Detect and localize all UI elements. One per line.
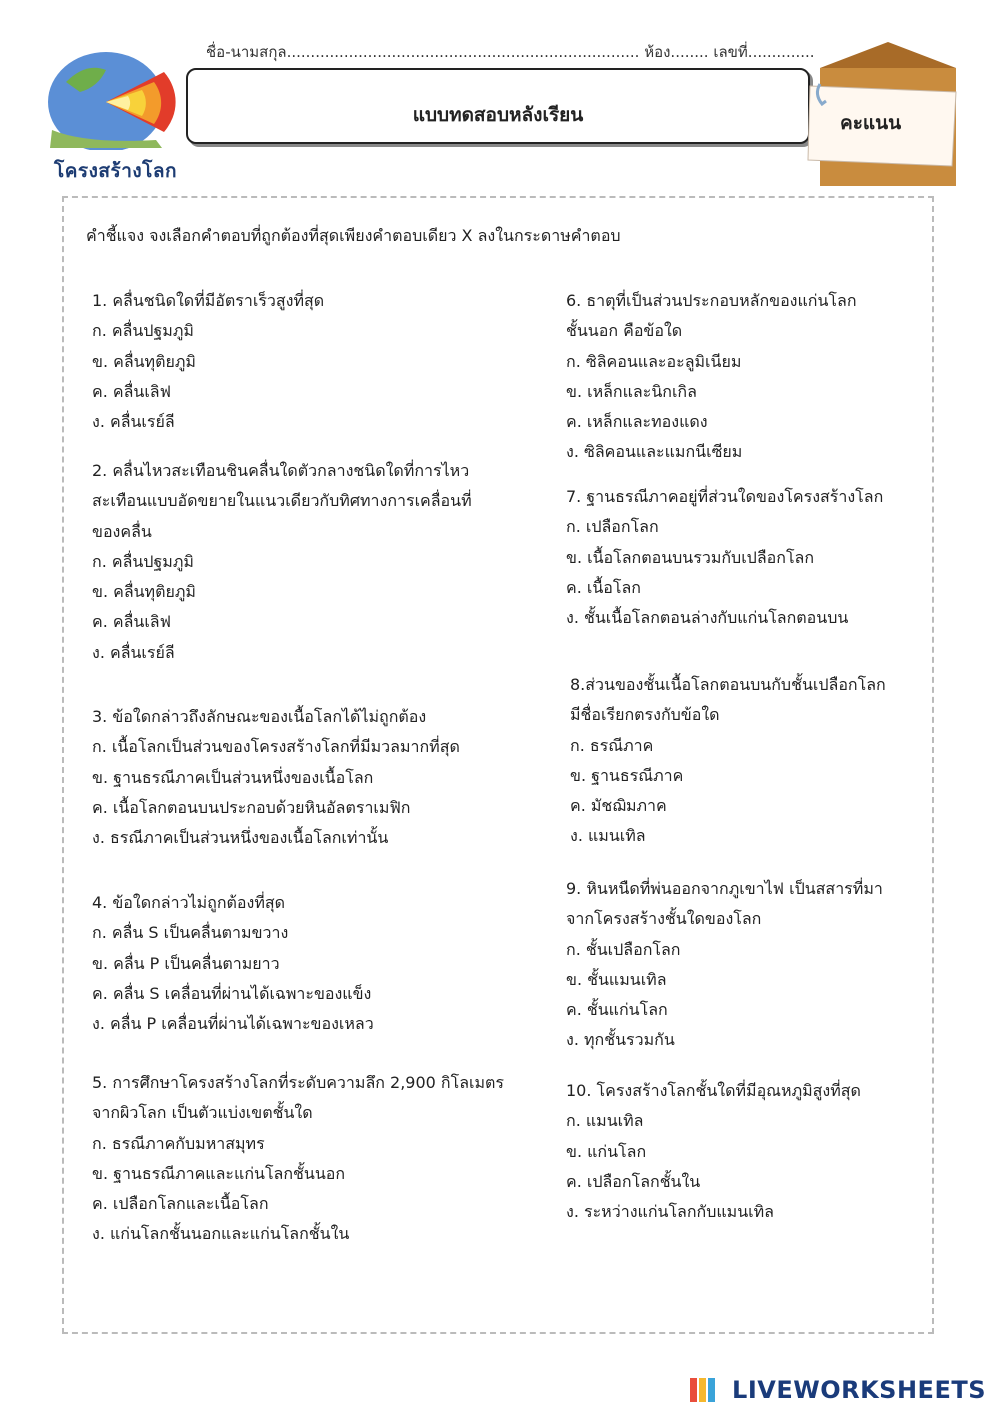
question-text: 9. หินหนืดที่พ่นออกจากภูเขาไฟ เป็นสสารที่มา — [566, 879, 883, 898]
option-c[interactable]: ค. เหล็กและทองแดง — [566, 412, 708, 432]
option-d[interactable]: ง. แก่นโลกชั้นนอกและแก่นโลกชั้นใน — [92, 1224, 350, 1244]
question-text: 10. โครงสร้างโลกชั้นใดที่มีอุณหภูมิสูงที่สุด — [566, 1081, 861, 1100]
question-text: 5. การศึกษาโครงสร้างโลกที่ระดับความลึก 2,900 กิโลเมตร — [92, 1073, 504, 1092]
option-b[interactable]: ข. คลื่น P เป็นคลื่นตามยาว — [92, 953, 280, 973]
question-7 — [566, 482, 883, 633]
option-a[interactable]: ก. แมนเทิล — [566, 1111, 644, 1131]
option-a[interactable]: ก. คลื่น S เป็นคลื่นตามขวาง — [92, 923, 289, 943]
question-5 — [92, 1068, 504, 1250]
option-c[interactable]: ค. ชั้นแก่นโลก — [566, 1000, 668, 1020]
option-c[interactable]: ค. เปลือกโลกและเนื้อโลก — [92, 1194, 269, 1214]
option-d[interactable]: ง. คลื่นเรย์ลี — [92, 412, 175, 432]
option-c[interactable]: ค. คลื่นเลิฟ — [92, 381, 171, 401]
option-a[interactable]: ก. คลื่นปฐมภูมิ — [92, 551, 194, 571]
option-d[interactable]: ง. ทุกชั้นรวมกัน — [566, 1030, 675, 1050]
option-d[interactable]: ง. คลื่น P เคลื่อนที่ผ่านได้เฉพาะของเหลว — [92, 1014, 374, 1034]
option-c[interactable]: ค. เนื้อโลกตอนบนประกอบด้วยหินอัลตราเมฟิก — [92, 797, 411, 817]
option-b[interactable]: ข. ฐานธรณีภาคเป็นส่วนหนึ่งของเนื้อโลก — [92, 767, 374, 787]
question-text: จากผิวโลก เป็นตัวแบ่งเขตชั้นใด — [92, 1103, 313, 1123]
question-text: ชั้นนอก คือข้อใด — [566, 321, 683, 341]
option-d[interactable]: ง. ธรณีภาคเป็นส่วนหนึ่งของเนื้อโลกเท่านั้น — [92, 828, 389, 848]
question-2 — [92, 456, 472, 668]
question-text: 1. คลื่นชนิดใดที่มีอัตราเร็วสูงที่สุด — [92, 291, 325, 310]
question-text: 6. ธาตุที่เป็นส่วนประกอบหลักของแก่นโลก — [566, 291, 857, 310]
option-c[interactable]: ค. เปลือกโลกชั้นใน — [566, 1171, 701, 1191]
question-text: 3. ข้อใดกล่าวถึงลักษณะของเนื้อโลกได้ไม่ถูกต้อง — [92, 707, 427, 726]
option-c[interactable]: ค. มัชฌิมภาค — [570, 796, 667, 816]
question-10 — [566, 1076, 861, 1227]
liveworksheets-logo-icon — [690, 1378, 716, 1402]
question-4 — [92, 888, 374, 1039]
option-b[interactable]: ข. ฐานธรณีภาค — [570, 765, 684, 785]
option-b[interactable]: ข. ฐานธรณีภาคและแก่นโลกชั้นนอก — [92, 1163, 346, 1183]
earth-layers-illustration — [46, 32, 191, 150]
question-text: ของคลื่น — [92, 521, 152, 541]
question-text: 4. ข้อใดกล่าวไม่ถูกต้องที่สุด — [92, 893, 286, 912]
question-6 — [566, 286, 857, 468]
option-a[interactable]: ก. เปลือกโลก — [566, 517, 659, 537]
question-text: มีชื่อเรียกตรงกับข้อใด — [570, 705, 720, 725]
question-9 — [566, 874, 883, 1056]
option-d[interactable]: ง. คลื่นเรย์ลี — [92, 642, 175, 662]
option-d[interactable]: ง. แมนเทิล — [570, 826, 646, 846]
subject-title: โครงสร้างโลก — [54, 160, 177, 182]
question-text: สะเทือนแบบอัดขยายในแนวเดียวกับทิศทางการเคลื่อนที่ — [92, 491, 472, 511]
question-8 — [570, 670, 886, 852]
instruction-text: คำชี้แจง จงเลือกคำตอบที่ถูกต้องที่สุดเพียงคำตอบเดียว X ลงในกระดาษคำตอบ — [86, 226, 621, 245]
question-1 — [92, 286, 324, 437]
page-title: แบบทดสอบหลังเรียน — [412, 104, 584, 126]
option-c[interactable]: ค. คลื่นเลิฟ — [92, 612, 171, 632]
student-info-line: ชื่อ-นามสกุล.......................................................................... ห้อง........ เลขที่.............. — [206, 43, 815, 61]
liveworksheets-brand: LIVEWORKSHEETS — [732, 1376, 986, 1404]
option-b[interactable]: ข. ชั้นแมนเทิล — [566, 969, 667, 989]
question-text: 8.ส่วนของชั้นเนื้อโลกตอนบนกับชั้นเปลือกโลก — [570, 675, 886, 694]
question-text: จากโครงสร้างชั้นใดของโลก — [566, 909, 762, 929]
option-a[interactable]: ก. คลื่นปฐมภูมิ — [92, 321, 194, 341]
question-3 — [92, 702, 460, 853]
score-label: คะแนน — [840, 112, 902, 134]
option-d[interactable]: ง. ชั้นเนื้อโลกตอนล่างกับแก่นโลกตอนบน — [566, 608, 849, 628]
question-text: 2. คลื่นไหวสะเทือนชินคลื่นใดตัวกลางชนิดใดที่การไหว — [92, 461, 470, 480]
option-d[interactable]: ง. ระหว่างแก่นโลกกับแมนเทิล — [566, 1202, 774, 1222]
question-text: 7. ฐานธรณีภาคอยู่ที่ส่วนใดของโครงสร้างโลก — [566, 487, 884, 506]
option-b[interactable]: ข. เหล็กและนิกเกิล — [566, 381, 697, 401]
option-a[interactable]: ก. ธรณีภาคกับมหาสมุทร — [92, 1133, 265, 1153]
title-banner — [186, 68, 810, 144]
option-b[interactable]: ข. เนื้อโลกตอนบนรวมกับเปลือกโลก — [566, 547, 815, 567]
option-b[interactable]: ข. คลื่นทุติยภูมิ — [92, 351, 196, 371]
option-c[interactable]: ค. เนื้อโลก — [566, 577, 641, 597]
option-a[interactable]: ก. ชั้นเปลือกโลก — [566, 939, 681, 959]
option-b[interactable]: ข. แก่นโลก — [566, 1141, 647, 1161]
option-a[interactable]: ก. เนื้อโลกเป็นส่วนของโครงสร้างโลกที่มีมวลมากที่สุด — [92, 737, 460, 757]
option-b[interactable]: ข. คลื่นทุติยภูมิ — [92, 582, 196, 602]
option-c[interactable]: ค. คลื่น S เคลื่อนที่ผ่านได้เฉพาะของแข็ง — [92, 983, 372, 1003]
option-a[interactable]: ก. ซิลิคอนและอะลูมิเนียม — [566, 351, 742, 371]
option-d[interactable]: ง. ซิลิคอนและแมกนีเซียม — [566, 442, 743, 462]
option-a[interactable]: ก. ธรณีภาค — [570, 735, 654, 755]
